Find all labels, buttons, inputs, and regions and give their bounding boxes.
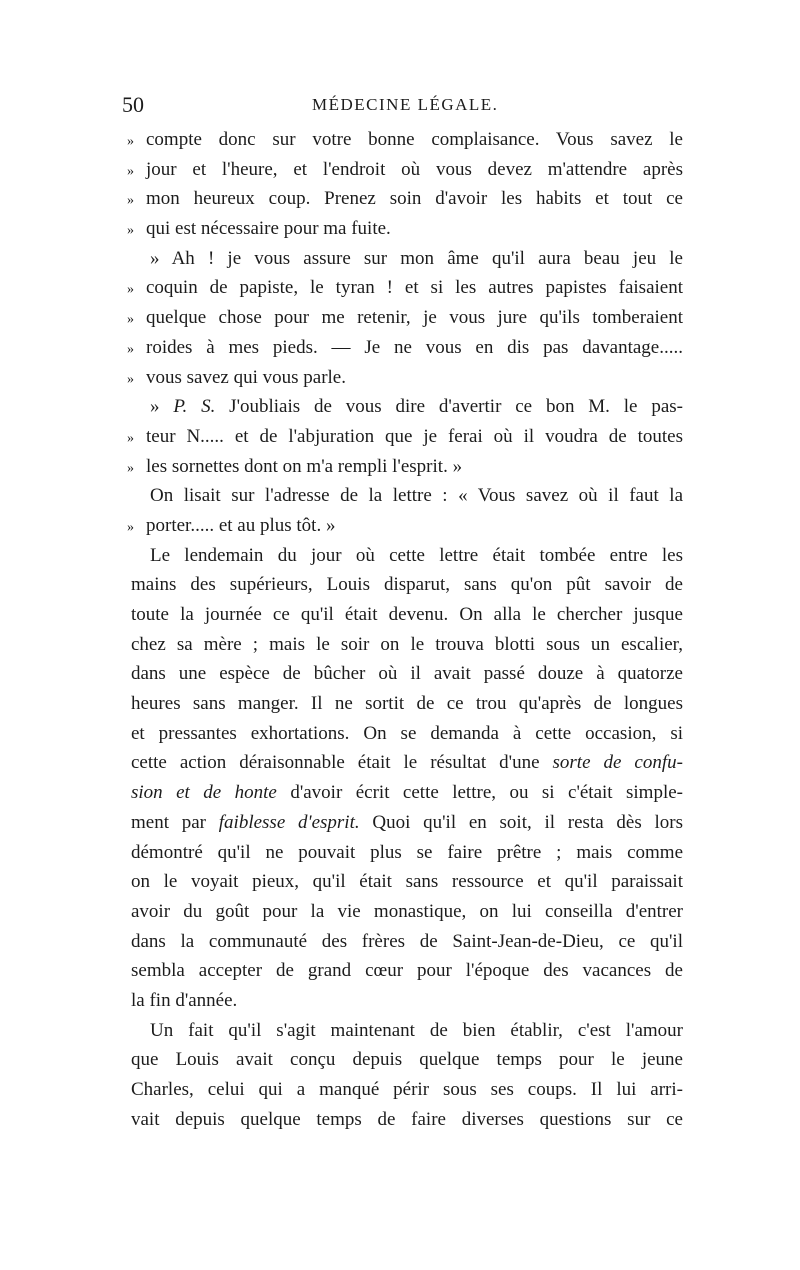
- text-line: et pressantes exhortations. On se demanda à cette occasion, si: [131, 722, 683, 744]
- text-line: dans la communauté des frères de Saint-Jean-de-Dieu, ce qu'il: [131, 930, 683, 952]
- text-line: » vous savez qui vous parle.: [127, 366, 346, 388]
- text-line: Le lendemain du jour où cette lettre était tombée entre les: [150, 544, 683, 566]
- text-line: heures sans manger. Il ne sortit de ce trou qu'après de longues: [131, 693, 683, 715]
- text-line: Charles, celui qui a manqué périr sous ses coups. Il lui arri-: [131, 1079, 683, 1100]
- text-line: Un fait qu'il s'agit maintenant de bien établir, c'est l'amour: [150, 1019, 683, 1041]
- running-title: MÉDECINE LÉGALE.: [312, 95, 499, 114]
- page-number: 50: [122, 92, 144, 117]
- text-line: On lisait sur l'adresse de la lettre : « Vous savez où il faut la: [150, 485, 683, 507]
- text-line: avoir du goût pour la vie monastique, on lui conseilla d'entrer: [131, 900, 683, 922]
- text-line: vait depuis quelque temps de faire diverses questions sur ce: [131, 1108, 683, 1130]
- body-text: [127, 125, 683, 1134]
- text-line: » porter..... et au plus tôt. »: [127, 514, 336, 536]
- text-line: dans une espèce de bûcher où il avait passé douze à quatorze: [131, 663, 683, 685]
- text-line: » compte donc sur votre bonne complaisance. Vous savez le: [127, 129, 683, 150]
- text-line: » P. S. J'oubliais de vous dire d'avertir ce bon M. le pas-: [150, 396, 683, 418]
- page-header: [0, 92, 800, 122]
- text-line: que Louis avait conçu depuis quelque temps pour le jeune: [131, 1049, 683, 1071]
- text-line: la fin d'année.: [131, 989, 238, 1011]
- text-line: on le voyait pieux, qu'il était sans ressource et qu'il paraissait: [131, 871, 683, 893]
- text-line: » roides à mes pieds. — Je ne vous en dis pas davantage.....: [127, 336, 683, 358]
- text-line: toute la journée ce qu'il était devenu. On alla le chercher jusque: [131, 604, 683, 625]
- text-line: » teur N..... et de l'abjuration que je ferai où il voudra de toutes: [127, 425, 683, 447]
- text-line: mains des supérieurs, Louis disparut, sans qu'on pût savoir de: [131, 574, 683, 596]
- text-line: ment par faiblesse d'esprit. Quoi qu'il en soit, il resta dès lors: [131, 811, 683, 833]
- text-line: » quelque chose pour me retenir, je vous jure qu'ils tomberaient: [127, 307, 683, 329]
- text-line: » qui est nécessaire pour ma fuite.: [127, 218, 391, 240]
- text-line: sion et de honte d'avoir écrit cette lettre, ou si c'était simple-: [131, 782, 684, 804]
- text-line: démontré qu'il ne pouvait plus se faire prêtre ; mais comme: [131, 841, 683, 863]
- text-line: » jour et l'heure, et l'endroit où vous devez m'attendre après: [127, 158, 683, 180]
- text-line: » les sornettes dont on m'a rempli l'esprit. »: [127, 455, 463, 477]
- text-line: cette action déraisonnable était le résultat d'une sorte de confu-: [131, 752, 683, 774]
- text-line: » Ah ! je vous assure sur mon âme qu'il aura beau jeu le: [150, 247, 683, 269]
- text-line: chez sa mère ; mais le soir on le trouva blotti sous un escalier,: [131, 633, 683, 655]
- text-line: » coquin de papiste, le tyran ! et si les autres papistes faisaient: [127, 277, 683, 299]
- text-line: sembla accepter de grand cœur pour l'époque des vacances de: [131, 960, 683, 982]
- text-line: » mon heureux coup. Prenez soin d'avoir les habits et tout ce: [127, 188, 683, 210]
